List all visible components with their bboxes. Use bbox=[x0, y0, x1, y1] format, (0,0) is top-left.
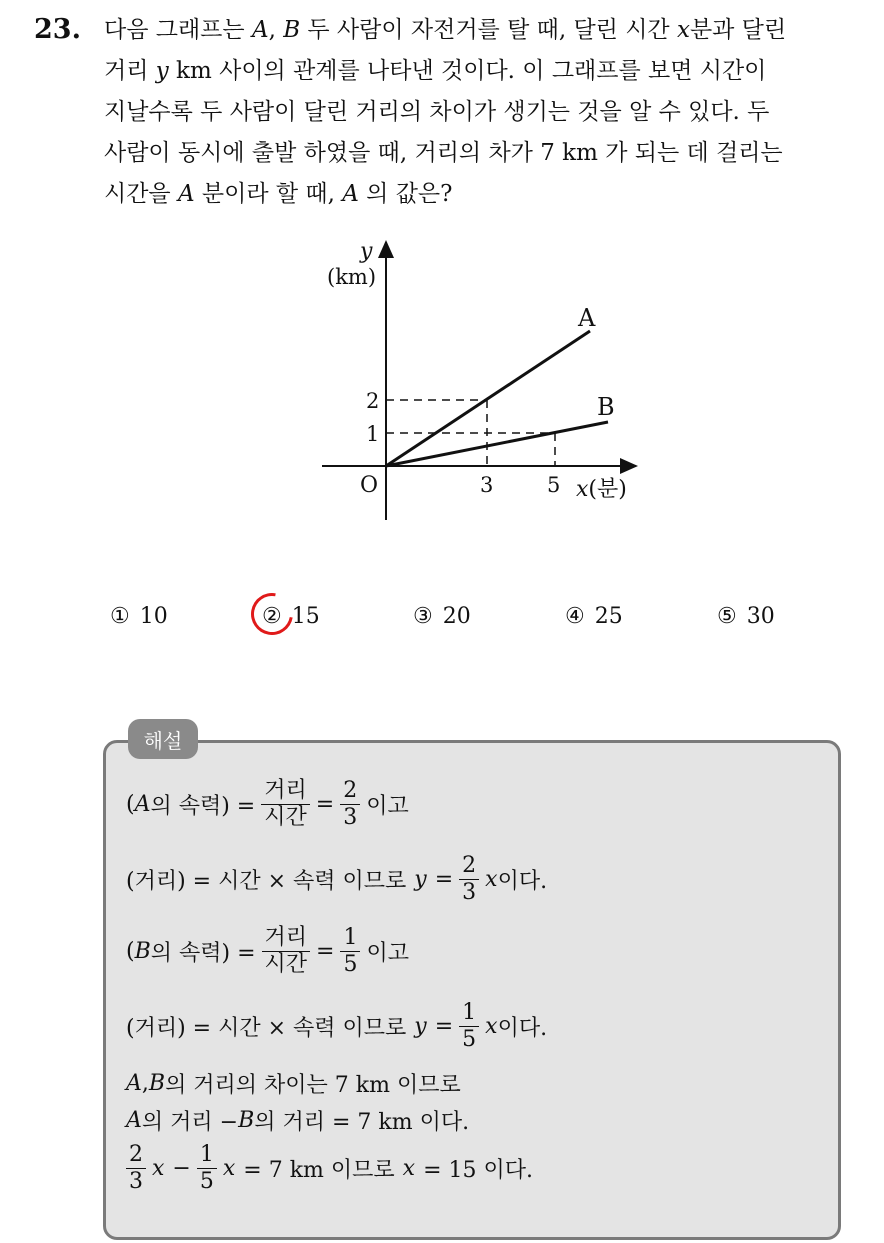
fraction: $\frac{2}{3}$ bbox=[459, 853, 479, 906]
question-line-3: 지날수록 두 사람이 달린 거리의 차이가 생기는 것을 알 수 있다. 두 bbox=[104, 99, 770, 125]
solution-tag: 해설 bbox=[128, 719, 198, 759]
distance-time-graph bbox=[0, 0, 884, 560]
solution-line-1: ( A 의 속력) = $\frac{\text{거리}}{\text{시간}}$ = $\frac{2}{3}$ 이고 bbox=[126, 778, 409, 830]
fraction: $\frac{2}{3}$ bbox=[340, 778, 360, 831]
answer-choices bbox=[0, 604, 884, 638]
fraction: $\frac{1}{5}$ bbox=[459, 1000, 479, 1053]
y-tick-1: 1 bbox=[366, 422, 380, 446]
solution-line-2: (거리) = 시간 × 속력 이므로 y = $\frac{2}{3}$ x 이다. bbox=[126, 853, 548, 905]
fraction: $\frac{\text{거리}}{\text{시간}}$ bbox=[261, 778, 310, 831]
question-line-4: 사람이 동시에 출발 하였을 때, 거리의 차가 7 km 가 되는 데 걸리는 bbox=[104, 140, 783, 166]
label-a: A bbox=[578, 304, 596, 332]
x-tick-5: 5 bbox=[547, 473, 561, 497]
label-b: B bbox=[597, 393, 615, 421]
fraction: $\frac{2}{3}$ bbox=[126, 1142, 146, 1195]
choice-2[interactable]: ② 15 bbox=[262, 604, 320, 629]
question-line-1: 다음 그래프는 A, B 두 사람이 자전거를 탈 때, 달린 시간 x분과 달린 bbox=[104, 17, 787, 43]
question-line-2: 거리 y km 사이의 관계를 나타낸 것이다. 이 그래프를 보면 시간이 bbox=[104, 58, 767, 84]
fraction: $\frac{1}{5}$ bbox=[197, 1142, 217, 1195]
choice-1[interactable]: ① 10 bbox=[110, 604, 168, 629]
choice-5[interactable]: ⑤ 30 bbox=[717, 604, 775, 629]
x-tick-3: 3 bbox=[480, 473, 494, 497]
fraction: $\frac{1}{5}$ bbox=[340, 925, 360, 978]
fraction: $\frac{\text{거리}}{\text{시간}}$ bbox=[262, 925, 311, 978]
solution-line-6: A 의 거리 − B 의 거리 = 7 km 이다. bbox=[126, 1108, 470, 1135]
question-number: 23. bbox=[34, 14, 81, 45]
solution-line-3: ( B 의 속력) = $\frac{\text{거리}}{\text{시간}}$ = $\frac{1}{5}$ 이고 bbox=[126, 925, 409, 977]
solution-line-7: $\frac{2}{3}$ x − $\frac{1}{5}$ x = 7 km 이므로 x = 15 이다. bbox=[126, 1142, 533, 1195]
solution-line-5: A , B 의 거리의 차이는 7 km 이므로 bbox=[126, 1071, 461, 1098]
origin-label: O bbox=[360, 473, 379, 498]
solution-line-4: (거리) = 시간 × 속력 이므로 y = $\frac{1}{5}$ x 이다. bbox=[126, 1000, 548, 1052]
y-axis-label: y bbox=[360, 239, 373, 264]
choice-4[interactable]: ④ 25 bbox=[565, 604, 623, 629]
y-tick-2: 2 bbox=[366, 389, 380, 413]
choice-3[interactable]: ③ 20 bbox=[413, 604, 471, 629]
x-axis-label: x(분) bbox=[576, 477, 627, 502]
question-line-5: 시간을 A 분이라 할 때, A 의 값은? bbox=[104, 181, 453, 207]
y-axis-unit: (km) bbox=[327, 265, 377, 289]
